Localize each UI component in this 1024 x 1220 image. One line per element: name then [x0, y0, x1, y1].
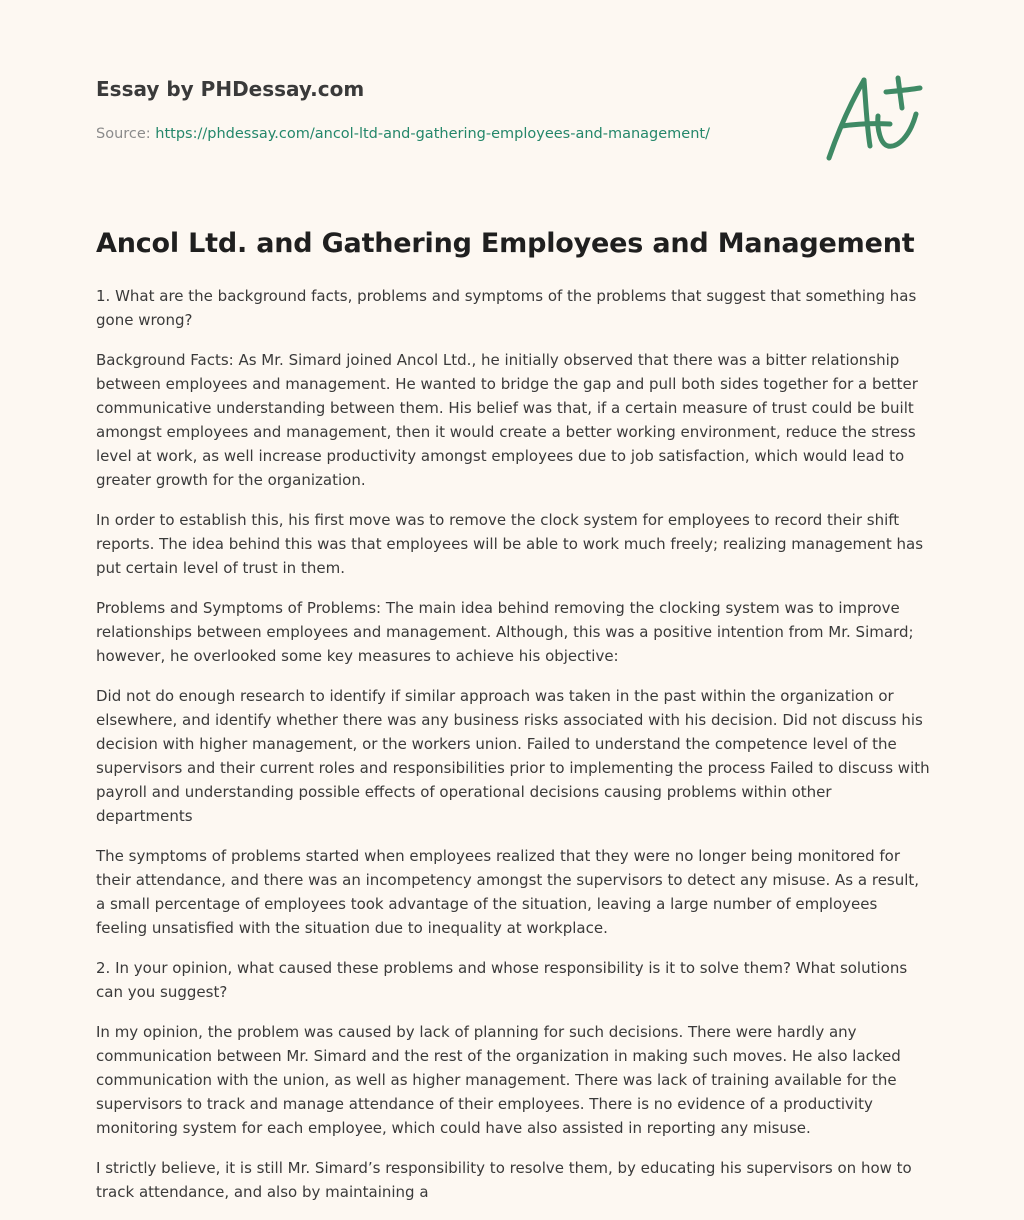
essay-paragraph: In order to establish this, his first move was to remove the clock system for employees to record their shift reports. The idea behind this was that employees will be able to work much freely; realizing management has put certain level of trust in them.: [96, 511, 924, 577]
essay-title: Ancol Ltd. and Gathering Employees and Management: [96, 228, 915, 259]
source-line: [96, 124, 796, 144]
page-header: [96, 74, 796, 144]
essay-paragraph: Problems and Symptoms of Problems: The main idea behind removing the clocking system was to improve relationships between employees and management. Although, this was a positive intention from Mr. Simard; however, he overlooked some key measures to achieve his objective:: [96, 599, 914, 665]
essay-paragraph: 1. What are the background facts, problems and symptoms of the problems that suggest that something has gone wrong?: [96, 287, 917, 329]
source-label: Source:: [96, 126, 156, 142]
essay-paragraph: The symptoms of problems started when employees realized that they were no longer being monitored for their attendance, and there was an incompetency amongst the supervisors to detect any misuse. As a result, a small percentage of employees took advantage of the situation, leaving a large number of employees feeling unsatisfied with the situation due to inequality at workplace.: [96, 847, 920, 937]
essay-paragraph: 2. In your opinion, what caused these problems and whose responsibility is it to solve them? What solutions can you suggest?: [96, 959, 908, 1001]
essay-body: [96, 284, 932, 1220]
source-link[interactable]: https://phdessay.com/ancol-ltd-and-gathering-employees-and-management/: [155, 126, 710, 142]
essay-paragraph: I strictly believe, it is still Mr. Simard’s responsibility to resolve them, by educating his supervisors on how to track attendance, and also by maintaining a: [96, 1159, 912, 1201]
essay-paragraph: In my opinion, the problem was caused by lack of planning for such decisions. There were hardly any communication between Mr. Simard and the rest of the organization in making such moves. He also lacked communication with the union, as well as higher management. There was lack of training available for the supervisors to track and manage attendance of their employees. There is no evidence of a productivity monitoring system for each employee, which could have also assisted in reporting any misuse.: [96, 1023, 901, 1137]
essay-paragraph: Background Facts: As Mr. Simard joined Ancol Ltd., he initially observed that there was a bitter relationship between employees and management. He wanted to bridge the gap and pull both sides together for a better communicative understanding between them. His belief was that, if a certain measure of trust could be built amongst employees and management, then it would create a better working environment, reduce the stress level at work, as well increase productivity amongst employees due to job satisfaction, which would lead to greater growth for the organization.: [96, 351, 918, 489]
a-plus-grade-logo-icon: [820, 66, 930, 166]
essay-paragraph: Did not do enough research to identify if similar approach was taken in the past within the organization or elsewhere, and identify whether there was any business risks associated with his decision. Did not discuss his decision with higher management, or the workers union. Failed to understand the competence level of the supervisors and their current roles and responsibilities prior to implementing the process Failed to discuss with payroll and understanding possible effects of operational decisions causing problems within other departments: [96, 687, 930, 825]
site-title: Essay by PHDessay.com: [96, 77, 365, 101]
